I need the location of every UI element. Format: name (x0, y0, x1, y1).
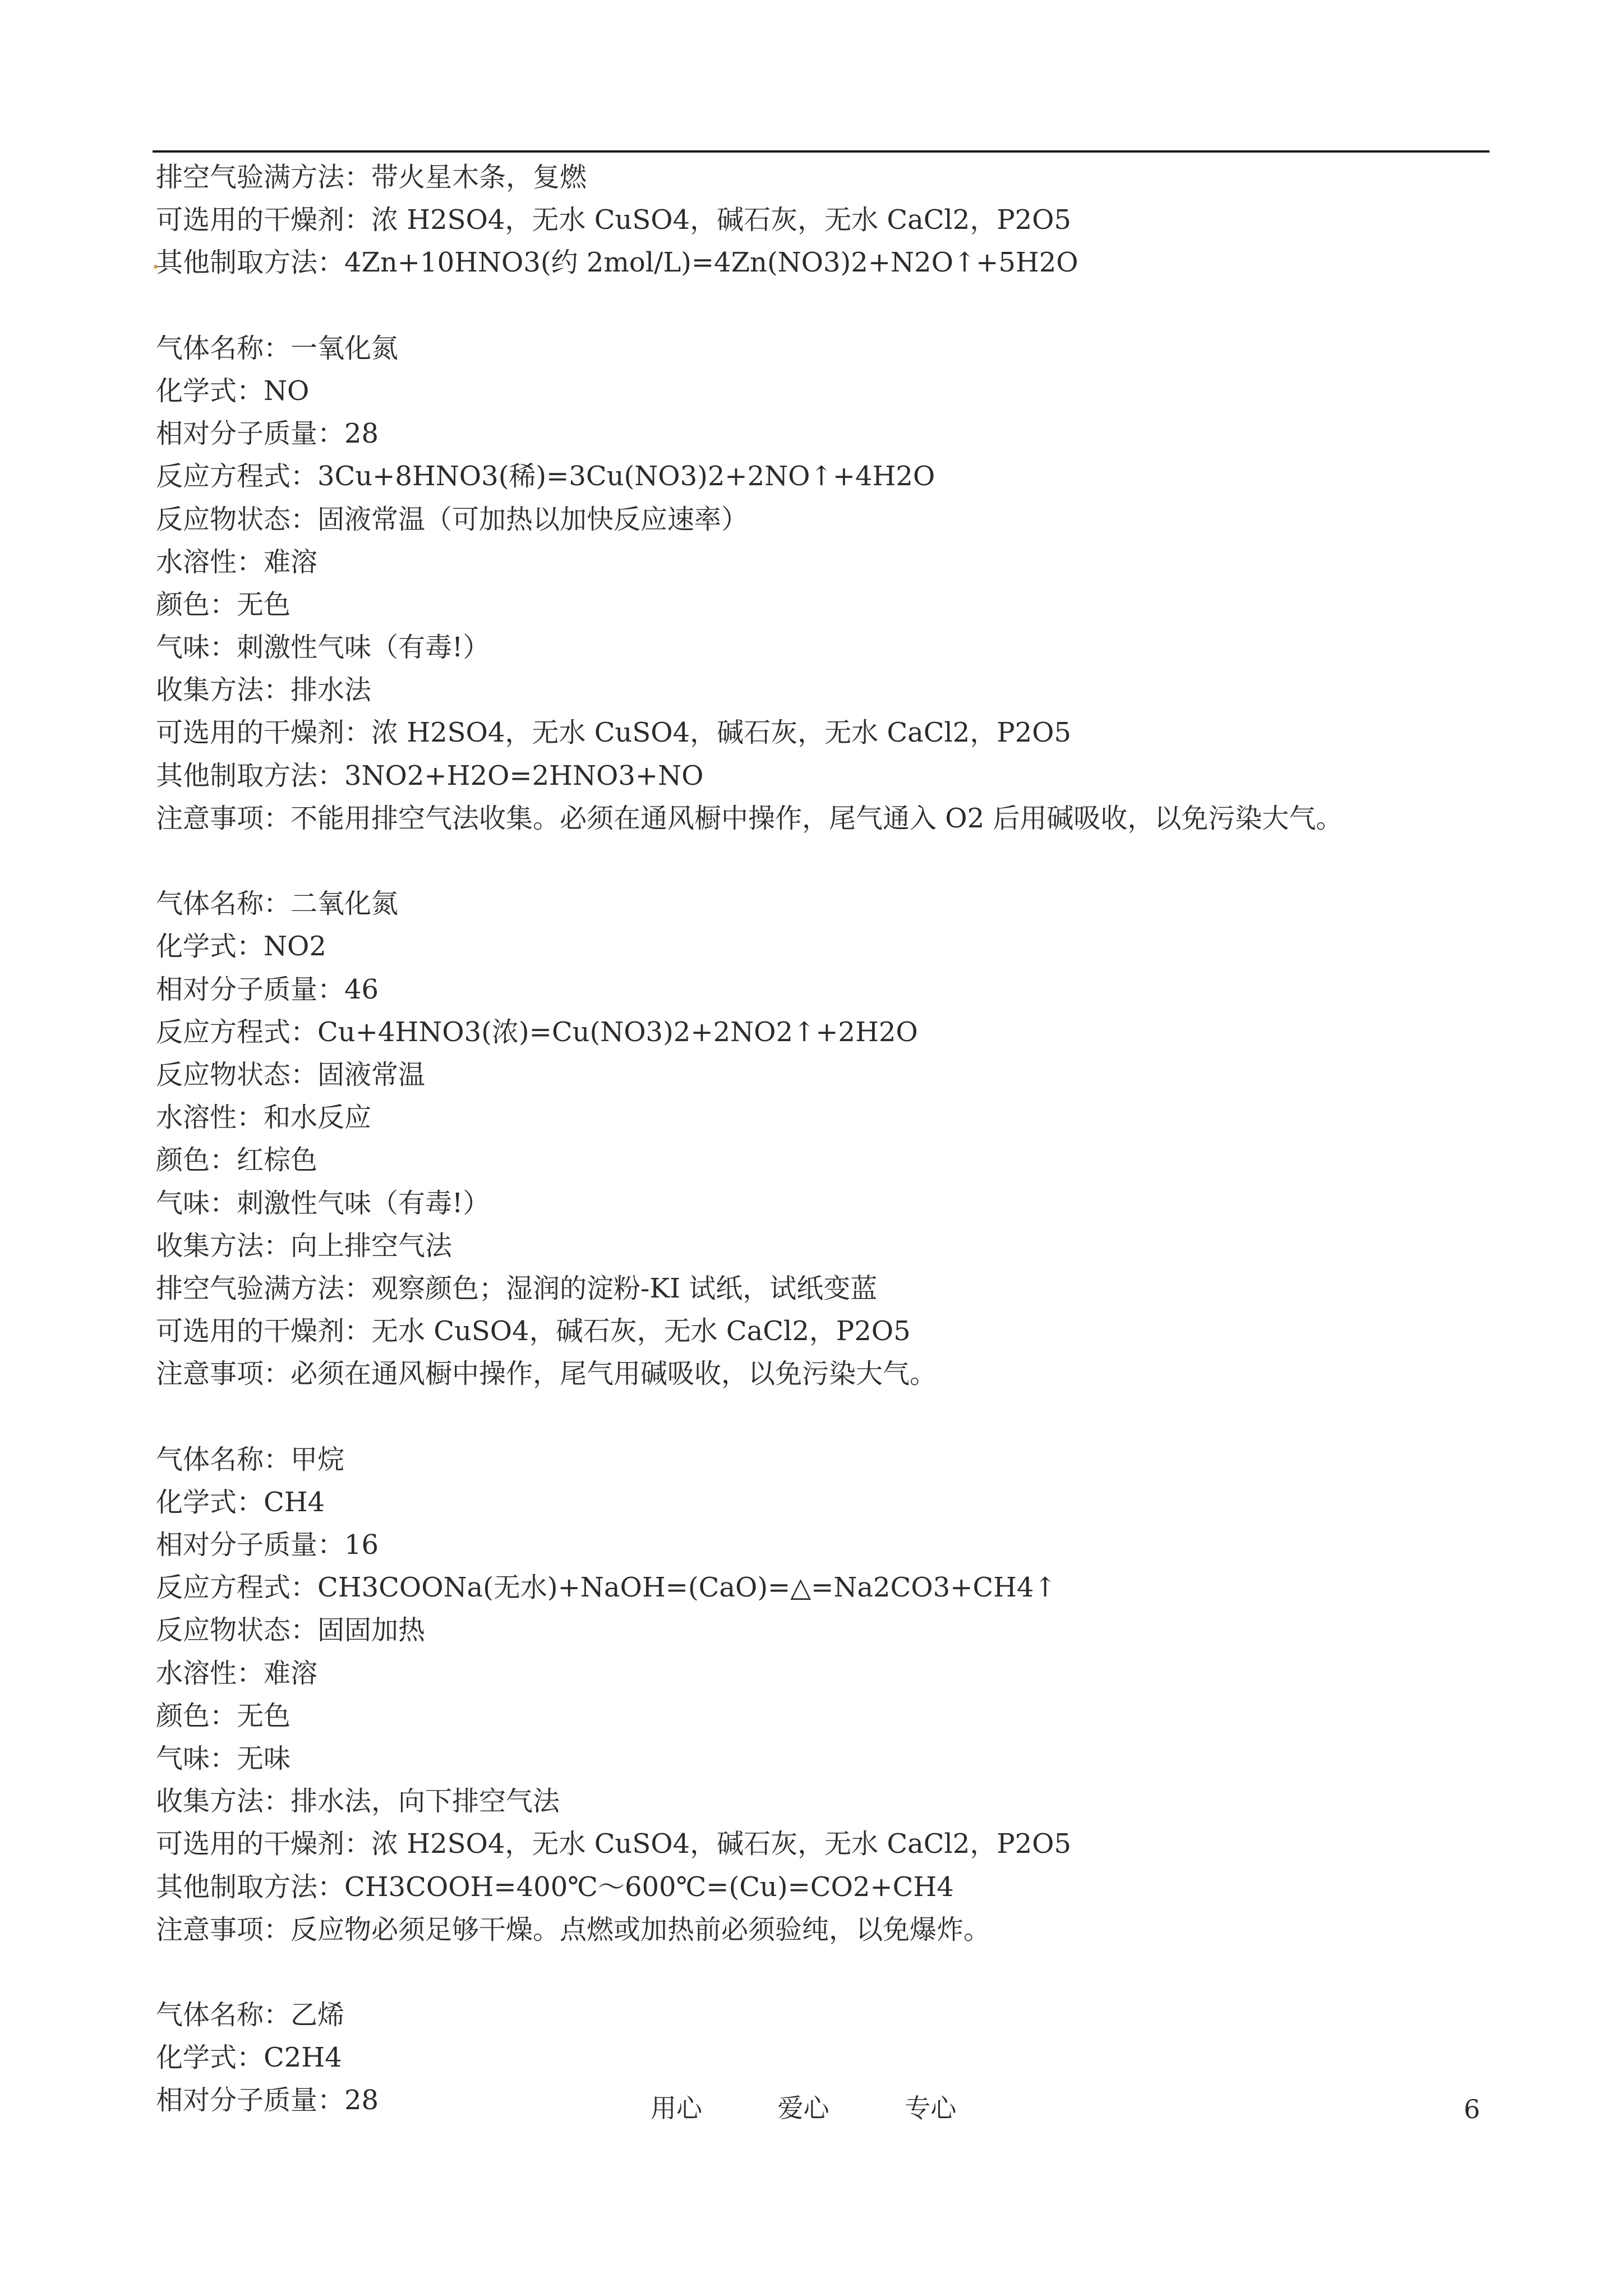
text-line: 反应物状态：固固加热 (156, 1614, 426, 1646)
footer-motto-word: 爱心 (777, 2093, 829, 2123)
text-line: 化学式：CH4 (156, 1486, 325, 1518)
text-line: 颜色：无色 (156, 1700, 291, 1732)
section-title-no: 气体名称：一氧化氮 (156, 332, 399, 364)
blank-line (156, 1951, 1491, 1994)
text-line: 化学式：C2H4 (156, 2042, 342, 2074)
footer-motto (651, 2091, 956, 2125)
text-line: 其他制取方法：4Zn+10HNO3(约 2mol/L)=4Zn(NO3)2+N2O↑+5H2O (156, 247, 1078, 279)
text-line: 化学式：NO2 (156, 931, 326, 963)
text-line: 排空气验满方法：带火星木条，复燃 (156, 162, 587, 193)
text-line: 气味：无味 (156, 1742, 291, 1774)
text-line: 反应方程式：Cu+4HNO3(浓)=Cu(NO3)2+2NO2↑+2H2O (156, 1016, 918, 1048)
text-line: 排空气验满方法：观察颜色；湿润的淀粉-KI 试纸，试纸变蓝 (156, 1272, 878, 1304)
blank-line (156, 284, 1491, 327)
document-body (156, 156, 1491, 2122)
text-line: 反应方程式：3Cu+8HNO3(稀)=3Cu(NO3)2+2NO↑+4H2O (156, 461, 935, 493)
blank-line (156, 1395, 1491, 1438)
text-line: 收集方法：向上排空气法 (156, 1230, 453, 1262)
text-line: 其他制取方法：CH3COOH=400℃～600℃=(Cu)=CO2+CH4 (156, 1871, 954, 1903)
text-line: 气味：刺激性气味（有毒!） (156, 1187, 490, 1219)
footer-motto-word: 用心 (651, 2093, 702, 2123)
text-line: 其他制取方法：3NO2+H2O=2HNO3+NO (156, 760, 704, 792)
text-line: 水溶性：难溶 (156, 546, 318, 578)
text-line: 颜色：无色 (156, 588, 291, 620)
section-title-c2h4: 气体名称：乙烯 (156, 1999, 345, 2031)
text-line: 收集方法：排水法 (156, 674, 372, 706)
text-line: 颜色：红棕色 (156, 1144, 318, 1176)
text-line: 注意事项：必须在通风橱中操作，尾气用碱吸收，以免污染大气。 (156, 1358, 937, 1390)
text-line: 注意事项：不能用排空气法收集。必须在通风橱中操作，尾气通入 O2 后用碱吸收，以免污染大气。 (156, 802, 1343, 834)
text-line: 可选用的干燥剂：浓 H2SO4，无水 CuSO4，碱石灰，无水 CaCl2，P2O5 (156, 204, 1072, 236)
text-line: 可选用的干燥剂：无水 CuSO4，碱石灰，无水 CaCl2，P2O5 (156, 1315, 911, 1347)
text-line: 可选用的干燥剂：浓 H2SO4，无水 CuSO4，碱石灰，无水 CaCl2，P2O5 (156, 1828, 1072, 1860)
text-line: 相对分子质量：28 (156, 418, 379, 450)
section-title-ch4: 气体名称：甲烷 (156, 1443, 345, 1475)
text-line: 水溶性：和水反应 (156, 1102, 372, 1134)
text-line: 相对分子质量：28 (156, 2085, 379, 2116)
page-number: 6 (1464, 2094, 1481, 2124)
text-line: 气味：刺激性气味（有毒!） (156, 632, 490, 664)
text-line: 相对分子质量：16 (156, 1529, 379, 1561)
text-line: 反应方程式：CH3COONa(无水)+NaOH=(CaO)=△=Na2CO3+CH4↑ (156, 1572, 1057, 1604)
header-rule (153, 150, 1490, 153)
text-line: 注意事项：反应物必须足够干燥。点燃或加热前必须验纯，以免爆炸。 (156, 1913, 991, 1945)
section-title-no2: 气体名称：二氧化氮 (156, 888, 399, 920)
blank-line (156, 840, 1491, 882)
text-line: 可选用的干燥剂：浓 H2SO4，无水 CuSO4，碱石灰，无水 CaCl2，P2O5 (156, 717, 1072, 749)
text-line: 反应物状态：固液常温（可加热以加快反应速率） (156, 503, 749, 535)
text-line: 相对分子质量：46 (156, 973, 379, 1005)
text-line: 化学式：NO (156, 375, 310, 407)
text-line: 收集方法：排水法，向下排空气法 (156, 1786, 560, 1818)
text-line: 水溶性：难溶 (156, 1657, 318, 1689)
text-line: 反应物状态：固液常温 (156, 1059, 426, 1091)
footer-motto-word: 专心 (905, 2093, 957, 2123)
